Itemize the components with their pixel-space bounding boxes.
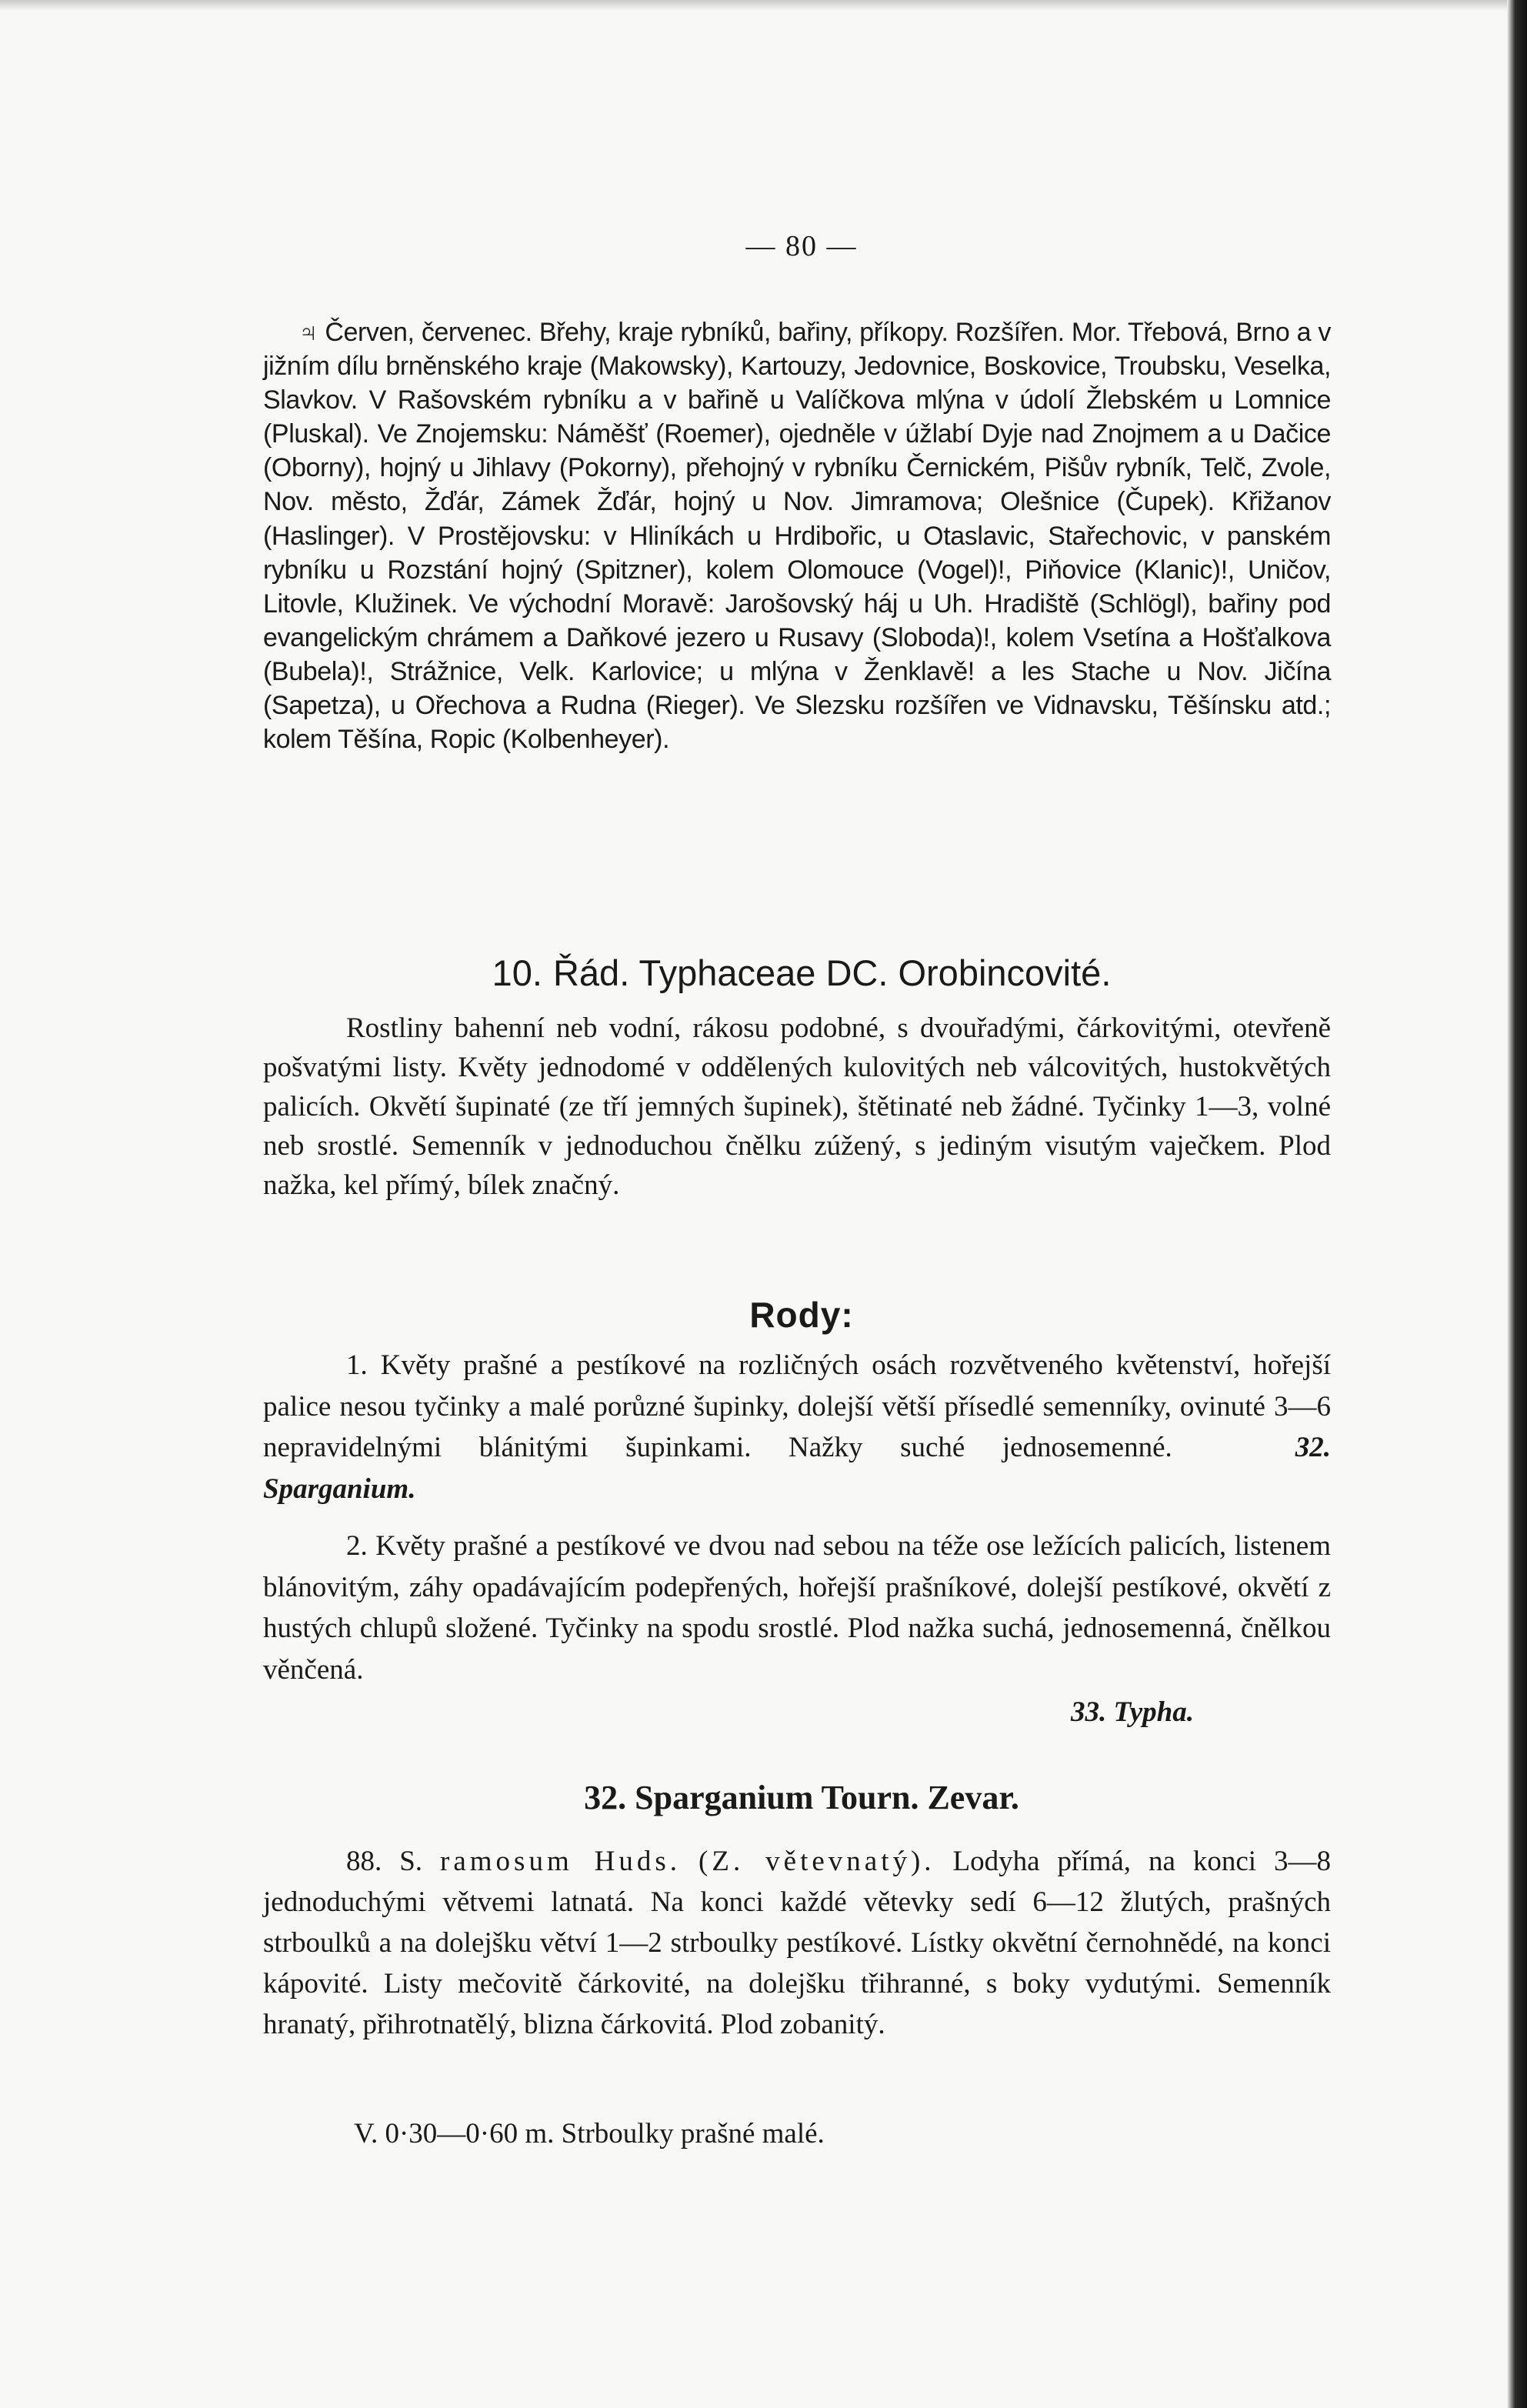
- family-description: [263, 1009, 1331, 1205]
- key-item-2-text: 2. Květy prašné a pestíkové ve dvou nad sebou na téže ose ležících palicích, listenem blánovitým, záhy opadávajícím podepřených, hořejší prašníkové, dolejší pestíkové, okvětí z hustých chlupů složené. Tyčinky na spodu srostlé. Plod nažka suchá, jednosemenná, čnělkou věnčená.: [263, 1530, 1331, 1686]
- scan-edge-top: [0, 0, 1527, 11]
- continued-entry-text: ♃ Červen, červenec. Břehy, kraje rybníků, bařiny, příkopy. Rozšířen. Mor. Třebová, Brno a v jižním dílu brněnského kraje (Makowsky), Kartouzy, Jedovnice, Boskovice, Troubsku, Veselka, Slavkov. V Rašovském rybníku a v bařině u Valíčkova mlýna v údolí Žlebském u Lomnice (Pluskal). Ve Znojemsku: Náměšť (Roemer), ojedněle v úžlabí Dyje nad Znojmem a u Dačice (Oborny), hojný u Jihlavy (Pokorny), přehojný v rybníku Černickém, Pišův rybník, Telč, Zvole, Nov. město, Žďár, Zámek Žďár, hojný u Nov. Jimramova; Olešnice (Čupek). Křižanov (Haslinger). V Prostějovsku: v Hliníkách u Hrdibořic, u Otaslavic, Stařechovic, v panském rybníku u Rozstání hojný (Spitzner), kolem Olomouce (Vogel)!, Piňovice (Klanic)!, Uničov, Litovle, Klužinek. Ve východní Moravě: Jarošovský háj u Uh. Hradiště (Schlögl), bařiny pod evangelickým chrámem a Daňkové jezero u Rusavy (Sloboda)!, kolem Vsetína a Hošťalkova (Bubela)!, Strážnice, Velk. Karlovice; u mlýna v Ženklavě! a les Stache u Nov. Jičína (Sapetza), u Ořechova a Rudna (Rieger). Ve Slezsku rozšířen ve Vidnavsku, Těšínsku atd.; kolem Těšína, Ropic (Kolbenheyer).: [263, 318, 1331, 755]
- species-measure: V. 0·30—0·60 m. Strboulky prašné malé.: [354, 2118, 825, 2150]
- key-item-2: [263, 1526, 1331, 1690]
- key-item-1-text: 1. Květy prašné a pestíkové na rozličných osách rozvětveného květenství, hořejší palice nesou tyčinky a malé porůzné šupinky, dolejší větší přísedlé semenníky, ovinuté 3—6 nepravidelnými blánitými šupinkami. Nažky suché jednosemenné.: [263, 1349, 1331, 1463]
- key-item-2-ref: 33. Typha.: [1071, 1696, 1194, 1728]
- species-name: ramosum Huds.: [440, 1846, 682, 1877]
- key-item-1: [263, 1345, 1331, 1509]
- species-description: Lodyha přímá, na konci 3—8 jednoduchými větvemi latnatá. Na konci každé větevky sedí 6—12 žlutých, prašných strboulků a na dolejšku větví 1—2 strboulky pestíkové. Lístky okvětní černohnědé, na konci kápovité. Listy mečovitě čárkovité, na dolejšku třihranné, s boky vydutými. Semenník hranatý, přihrotnatělý, blizna čárkovitá. Plod zobanitý.: [263, 1846, 1332, 2040]
- key-item-2-ref-line: [263, 1696, 1194, 1729]
- family-number: 10.: [492, 952, 542, 993]
- key-heading: Rody:: [749, 1295, 854, 1335]
- family-description-text: Rostliny bahenní neb vodní, rákosu podobné, s dvouřadými, čárkovitými, otevřeně pošvatými listy. Květy jednodomé v oddělených kulovitých neb válcovitých, hustokvětých palicích. Okvětí šupinaté (ze tří jemných šupinek), štětinaté neb žádné. Tyčinky 1—3, volné neb srostlé. Semenník v jednoduchou čnělku zúžený, s jediným visutým vaječkem. Plod nažka, kel přímý, bílek značný.: [263, 1012, 1331, 1201]
- species-entry: [263, 1841, 1331, 2045]
- species-number: 88. S.: [346, 1846, 423, 1877]
- family-title: Řád. Typhaceae DC. Orobincovité.: [552, 952, 1112, 993]
- scan-edge-right: [1507, 0, 1527, 2408]
- key-item-1-ref: 32. Sparganium.: [263, 1432, 1331, 1505]
- family-heading: [263, 952, 1340, 994]
- page-number: — 80 —: [745, 230, 858, 262]
- continued-entry: [263, 315, 1331, 756]
- species-common-name: (Z. větevnatý).: [698, 1846, 935, 1877]
- genus-heading: 32. Sparganium Tourn. Zevar.: [584, 1779, 1019, 1816]
